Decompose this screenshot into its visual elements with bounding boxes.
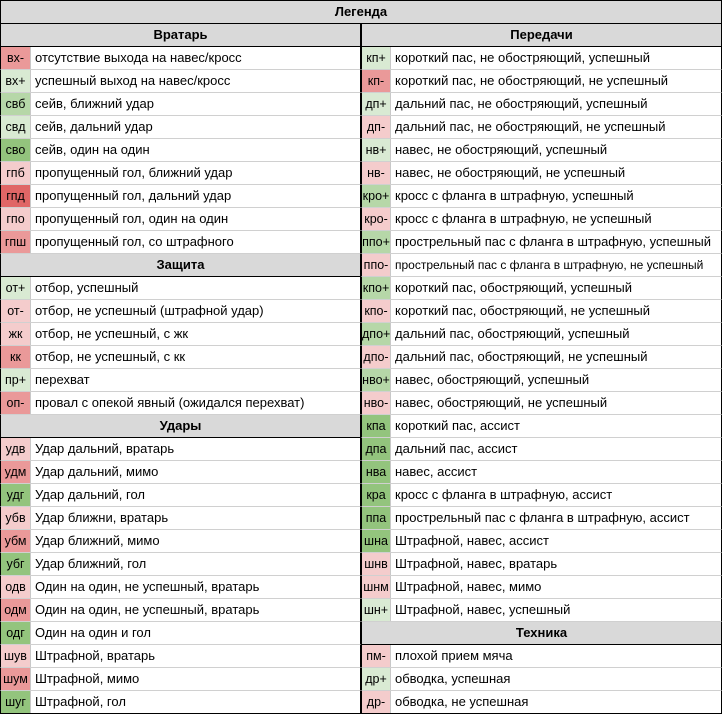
legend-row [361,185,722,208]
legend-code: дпо- [362,346,391,368]
section-heading: Защита [0,254,361,277]
legend-code: пм- [362,645,391,667]
legend-description: прострельный пас с фланга в штрафную, не успешный [395,258,704,272]
legend-row [0,185,361,208]
legend-row [361,116,722,139]
legend-description: Удар ближни, вратарь [35,510,169,525]
legend-code: свд [1,116,31,138]
legend-code: гпб [1,162,31,184]
legend-row [361,599,722,622]
legend-description: сейв, ближний удар [35,96,154,111]
legend-row [0,208,361,231]
legend-description: дальний пас, обостряющий, успешный [395,326,630,341]
legend-description: прострельный пас с фланга в штрафную, ассист [395,510,690,525]
left-column [0,24,361,714]
legend-code: кро- [362,208,391,230]
legend-description: успешный выход на навес/кросс [35,73,231,88]
legend-description: пропущенный гол, со штрафного [35,234,234,249]
legend-row [361,254,722,277]
legend-code: удм [1,461,31,483]
legend-row [0,691,361,714]
legend-code: ппо- [362,254,391,276]
legend-code: шув [1,645,31,667]
legend-description: Один на один и гол [35,625,151,640]
legend-description: дальний пас, не обостряющий, успешный [395,96,648,111]
legend-description: Штрафной, навес, ассист [395,533,549,548]
legend-row [361,461,722,484]
legend-description: кросс с фланга в штрафную, ассист [395,487,613,502]
legend-description: отбор, не успешный, с кк [35,349,186,364]
legend-code: нва [362,461,391,483]
legend-row [0,93,361,116]
legend-row [0,484,361,507]
legend-description: Удар ближний, гол [35,556,147,571]
legend-row [361,300,722,323]
legend-code: жк [1,323,31,345]
legend-description: короткий пас, обостряющий, успешный [395,280,633,295]
legend-row [0,576,361,599]
legend-code: сво [1,139,31,161]
legend-code: кп+ [362,47,391,69]
legend-row [361,47,722,70]
legend-row [361,530,722,553]
legend-code: кп- [362,70,391,92]
legend-row [0,231,361,254]
legend-description: отбор, не успешный (штрафной удар) [35,303,264,318]
legend-description: дальний пас, не обостряющий, не успешный [395,119,666,134]
legend-row [361,507,722,530]
legend-code: нво+ [362,369,391,391]
legend-row [0,369,361,392]
legend-code: убг [1,553,31,575]
section-heading: Передачи [361,24,722,47]
legend-description: Один на один, не успешный, вратарь [35,579,260,594]
legend-code: др- [362,691,391,713]
legend-row [361,576,722,599]
legend-description: Удар ближний, мимо [35,533,160,548]
legend-row [361,415,722,438]
legend-code: шнм [362,576,391,598]
legend-description: провал с опекой явный (ожидался перехват) [35,395,305,410]
legend-row [361,369,722,392]
legend-code: удг [1,484,31,506]
legend-row [0,70,361,93]
section-heading: Удары [0,415,361,438]
legend-description: Штрафной, навес, мимо [395,579,542,594]
legend-code: убв [1,507,31,529]
legend-row [361,139,722,162]
legend-row [361,70,722,93]
legend-description: прострельный пас с фланга в штрафную, успешный [395,234,711,249]
legend-code: шна [362,530,391,552]
legend-row [0,507,361,530]
legend-row [361,208,722,231]
legend-description: обводка, не успешная [395,694,529,709]
legend-description: короткий пас, ассист [395,418,520,433]
legend-code: одг [1,622,31,644]
legend-description: навес, ассист [395,464,478,479]
legend-description: кросс с фланга в штрафную, успешный [395,188,634,203]
legend-code: одм [1,599,31,621]
legend-description: пропущенный гол, один на один [35,211,229,226]
legend-description: отбор, не успешный, с жк [35,326,189,341]
legend-code: ппо+ [362,231,391,253]
legend-code: шуг [1,691,31,713]
legend-code: дп- [362,116,391,138]
legend-description: кросс с фланга в штрафную, не успешный [395,211,652,226]
legend-description: навес, обостряющий, не успешный [395,395,608,410]
legend-code: нв- [362,162,391,184]
legend-description: навес, не обостряющий, успешный [395,142,608,157]
legend-row [361,93,722,116]
legend-row [0,622,361,645]
legend-row [0,346,361,369]
legend-code: шум [1,668,31,690]
legend-description: сейв, дальний удар [35,119,153,134]
legend-description: короткий пас, не обостряющий, не успешный [395,73,669,88]
legend-row [361,553,722,576]
legend-description: Штрафной, гол [35,694,126,709]
legend-code: от- [1,300,31,322]
legend-description: дальний пас, обостряющий, не успешный [395,349,648,364]
legend-description: отбор, успешный [35,280,139,295]
legend-code: одв [1,576,31,598]
legend-title: Легенда [0,0,722,24]
legend-row [0,553,361,576]
legend-code: оп- [1,392,31,414]
legend-code: шнв [362,553,391,575]
legend-description: короткий пас, обостряющий, не успешный [395,303,651,318]
legend-description: Штрафной, навес, успешный [395,602,571,617]
legend-code: гпд [1,185,31,207]
right-column [361,24,722,714]
legend-description: пропущенный гол, ближний удар [35,165,233,180]
legend-code: гпо [1,208,31,230]
legend-description: Удар дальний, мимо [35,464,159,479]
legend-row [0,277,361,300]
legend-description: короткий пас, не обостряющий, успешный [395,50,651,65]
legend-code: ппа [362,507,391,529]
legend-code: кро+ [362,185,391,207]
legend-row [0,139,361,162]
legend-row [0,116,361,139]
legend-description: сейв, один на один [35,142,150,157]
legend-description: Штрафной, мимо [35,671,140,686]
legend-row [361,645,722,668]
legend-row [361,691,722,714]
legend-code: дпа [362,438,391,460]
legend-code: нво- [362,392,391,414]
legend-row [0,645,361,668]
legend-code: удв [1,438,31,460]
legend-row [0,438,361,461]
legend-description: перехват [35,372,90,387]
legend-row [361,162,722,185]
legend-code: убм [1,530,31,552]
legend-code: кра [362,484,391,506]
legend-code: кк [1,346,31,368]
legend-description: навес, не обостряющий, не успешный [395,165,626,180]
legend-description: дальний пас, ассист [395,441,518,456]
legend-description: Удар дальний, гол [35,487,145,502]
legend-code: от+ [1,277,31,299]
legend-description: навес, обостряющий, успешный [395,372,590,387]
legend-code: кпа [362,415,391,437]
legend-code: свб [1,93,31,115]
legend-row [0,530,361,553]
legend-description: плохой прием мяча [395,648,513,663]
legend-description: Штрафной, вратарь [35,648,156,663]
legend-code: шн+ [362,599,391,621]
legend-code: нв+ [362,139,391,161]
legend-row [0,461,361,484]
legend-row [361,392,722,415]
section-heading: Вратарь [0,24,361,47]
section-heading: Техника [361,622,722,645]
legend-row [0,323,361,346]
legend-row [0,392,361,415]
legend-row [361,346,722,369]
legend-description: Удар дальний, вратарь [35,441,175,456]
legend-row [361,323,722,346]
legend-code: дп+ [362,93,391,115]
legend-row [361,277,722,300]
legend-description: отсутствие выхода на навес/кросс [35,50,242,65]
legend-code: вх- [1,47,31,69]
legend-row [361,231,722,254]
legend-row [0,300,361,323]
legend-code: дпо+ [362,323,391,345]
legend-row [0,162,361,185]
legend-code: вх+ [1,70,31,92]
legend-code: кпо- [362,300,391,322]
legend-code: гпш [1,231,31,253]
legend-description: Штрафной, навес, вратарь [395,556,558,571]
legend-row [0,599,361,622]
legend-row [361,668,722,691]
legend-row [0,47,361,70]
legend-code: др+ [362,668,391,690]
legend-row [361,438,722,461]
legend-row [361,484,722,507]
legend-row [0,668,361,691]
legend-code: пр+ [1,369,31,391]
legend-code: кпо+ [362,277,391,299]
legend-description: обводка, успешная [395,671,511,686]
legend-description: Один на один, не успешный, вратарь [35,602,260,617]
legend-description: пропущенный гол, дальний удар [35,188,232,203]
